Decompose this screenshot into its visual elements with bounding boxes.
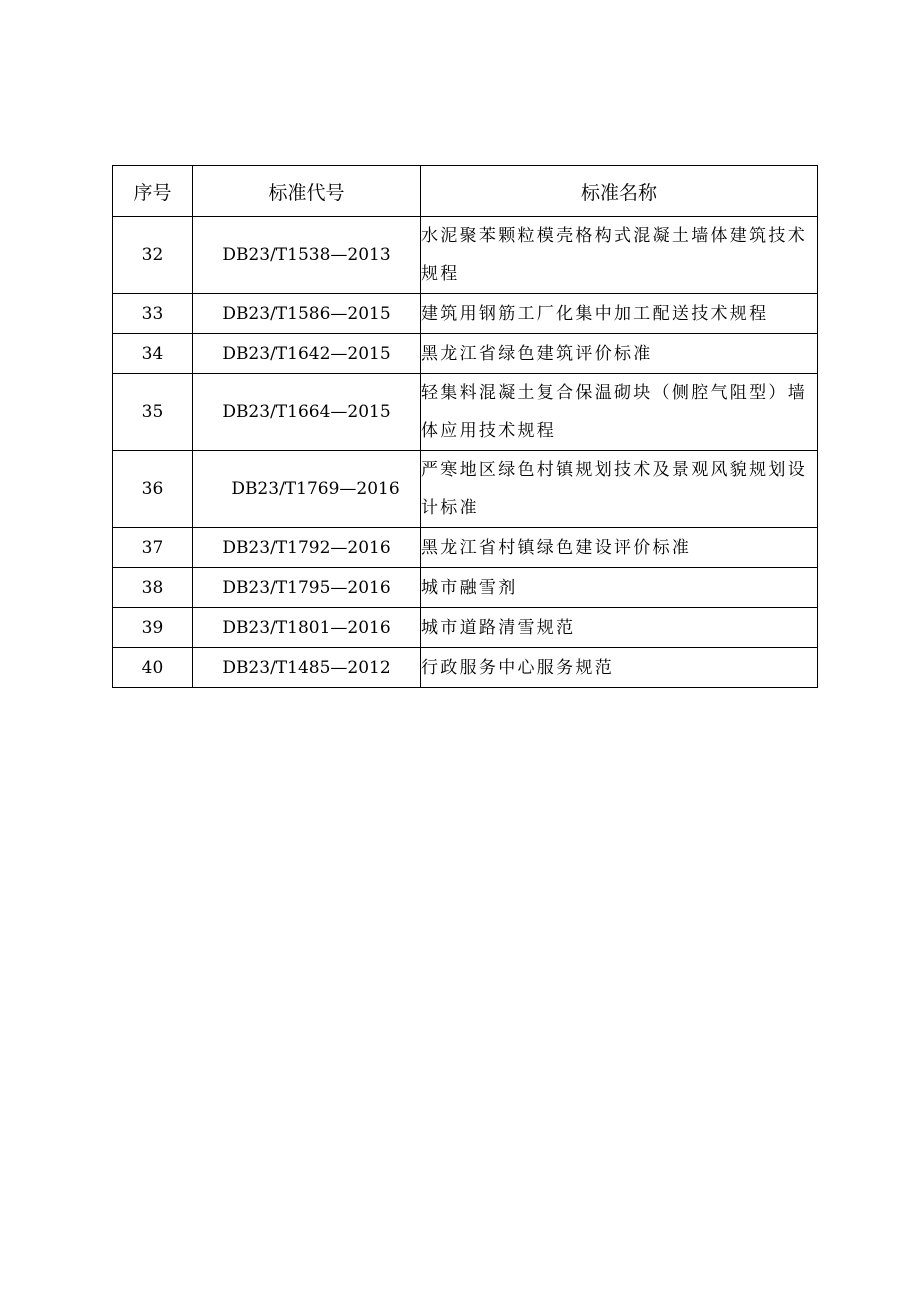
row-code: DB23/T1792—2016 — [193, 528, 421, 568]
row-number: 39 — [113, 608, 193, 648]
header-standard-name: 标准名称 — [421, 166, 818, 217]
row-code: DB23/T1538—2013 — [193, 217, 421, 294]
row-name: 轻集料混凝土复合保温砌块（侧腔气阻型）墙体应用技术规程 — [421, 374, 818, 451]
row-name: 严寒地区绿色村镇规划技术及景观风貌规划设计标准 — [421, 451, 818, 528]
row-code: DB23/T1586—2015 — [193, 294, 421, 334]
row-number: 37 — [113, 528, 193, 568]
row-number: 36 — [113, 451, 193, 528]
row-code-text: DB23/T1769—2016 — [231, 479, 400, 499]
row-name: 建筑用钢筋工厂化集中加工配送技术规程 — [421, 294, 818, 334]
row-name: 黑龙江省绿色建筑评价标准 — [421, 334, 818, 374]
row-number: 38 — [113, 568, 193, 608]
row-name: 水泥聚苯颗粒模壳格构式混凝土墙体建筑技术规程 — [421, 217, 818, 294]
row-number: 40 — [113, 648, 193, 688]
row-code — [193, 451, 421, 528]
table-row — [113, 451, 818, 528]
row-name: 城市道路清雪规范 — [421, 608, 818, 648]
row-code: DB23/T1795—2016 — [193, 568, 421, 608]
table-row — [113, 334, 818, 374]
row-code: DB23/T1485—2012 — [193, 648, 421, 688]
table-row — [113, 528, 818, 568]
row-name: 城市融雪剂 — [421, 568, 818, 608]
row-name: 黑龙江省村镇绿色建设评价标准 — [421, 528, 818, 568]
row-name: 行政服务中心服务规范 — [421, 648, 818, 688]
table-row — [113, 374, 818, 451]
header-standard-code: 标准代号 — [193, 166, 421, 217]
row-number: 33 — [113, 294, 193, 334]
table-row — [113, 217, 818, 294]
row-code: DB23/T1642—2015 — [193, 334, 421, 374]
row-number: 35 — [113, 374, 193, 451]
standards-table — [112, 165, 818, 688]
row-code: DB23/T1664—2015 — [193, 374, 421, 451]
row-number: 34 — [113, 334, 193, 374]
table-row — [113, 294, 818, 334]
row-code: DB23/T1801—2016 — [193, 608, 421, 648]
header-serial-number: 序号 — [113, 166, 193, 217]
table-row — [113, 568, 818, 608]
table-row — [113, 648, 818, 688]
row-number: 32 — [113, 217, 193, 294]
table-row — [113, 608, 818, 648]
table-header-row — [113, 166, 818, 217]
